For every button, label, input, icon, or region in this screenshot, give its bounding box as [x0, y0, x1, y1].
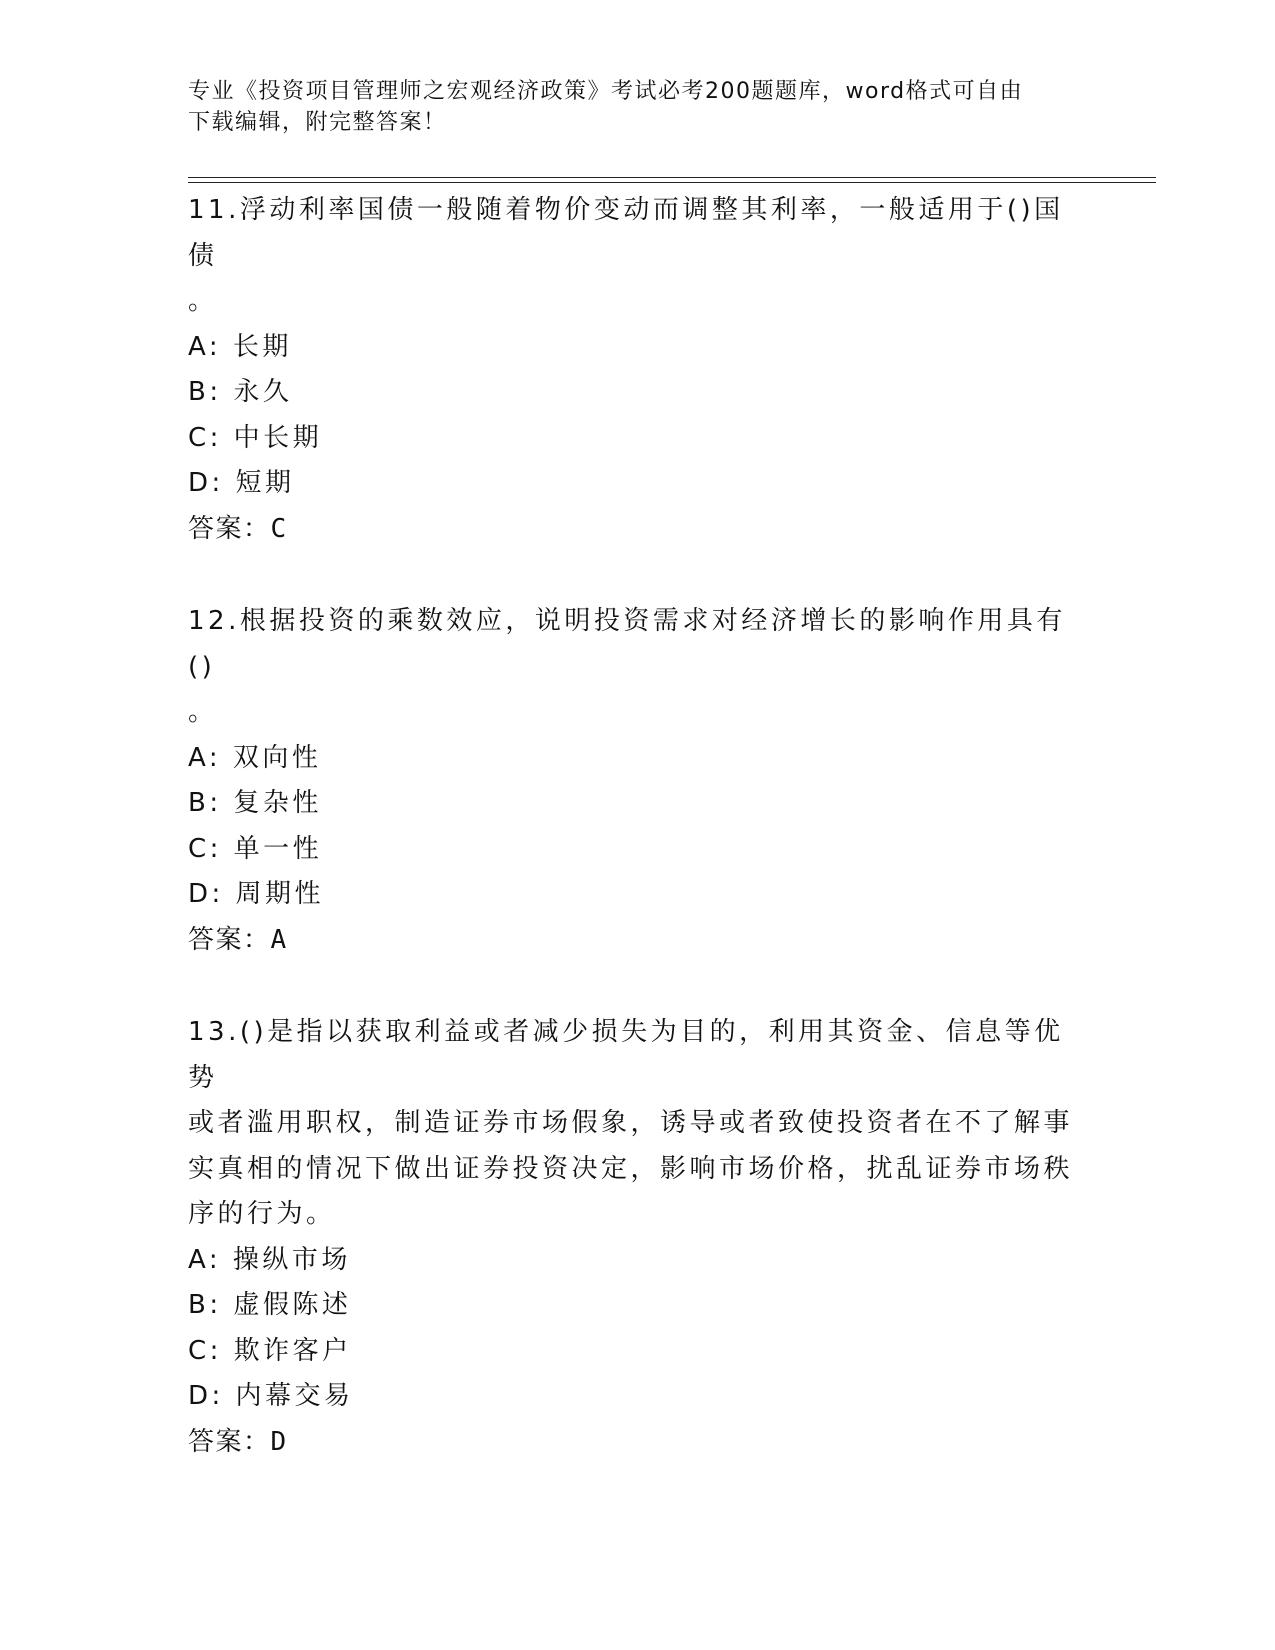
answer-label: 答案：: [188, 924, 271, 955]
answer-line: [188, 918, 1088, 964]
option-d: D: 短期: [188, 468, 295, 498]
header-line-2: 下载编辑，附完整答案！: [188, 110, 447, 135]
answer-label: 答案：: [188, 1426, 271, 1457]
answer-value: A: [270, 924, 288, 955]
option-a: A: 操纵市场: [188, 1244, 351, 1275]
question-13: [188, 1010, 1088, 1465]
document-header: [188, 76, 1088, 138]
option-b: B: 永久: [188, 377, 293, 407]
question-stem-line: 12.根据投资的乘数效应，说明投资需求对经济增长的影响作用具有(): [188, 606, 1066, 682]
question-stem-line: 实真相的情况下做出证券投资决定，影响市场价格，扰乱证券市场秩: [188, 1153, 1074, 1184]
option-b: B: 复杂性: [188, 788, 322, 818]
answer-label: 答案：: [188, 513, 271, 544]
option-c: C: 欺诈客户: [188, 1335, 352, 1366]
question-12: [188, 599, 1088, 963]
option-a: A: 双向性: [188, 742, 322, 773]
question-stem-line: 序的行为。: [188, 1199, 336, 1229]
question-stem-line: 或者滥用职权，制造证券市场假象，诱导或者致使投资者在不了解事: [188, 1108, 1074, 1138]
option-c: C: 单一性: [188, 833, 323, 864]
question-list: [188, 188, 1088, 1512]
answer-line: [188, 1420, 1088, 1466]
question-stem-line: 。: [188, 697, 218, 727]
answer-value: D: [270, 1426, 288, 1457]
question-11: [188, 188, 1088, 552]
option-b: B: 虚假陈述: [188, 1290, 352, 1320]
question-stem-line: 。: [188, 286, 218, 316]
option-d: D: 内幕交易: [188, 1381, 354, 1411]
question-stem-line: 13.()是指以获取利益或者减少损失为目的，利用其资金、信息等优势: [188, 1017, 1064, 1093]
option-c: C: 中长期: [188, 422, 323, 453]
header-line-1: 专业《投资项目管理师之宏观经济政策》考试必考200题题库，word格式可自由: [188, 79, 1024, 104]
option-d: D: 周期性: [188, 879, 325, 909]
header-divider-bottom: [188, 182, 1156, 183]
answer-value: C: [270, 513, 288, 544]
answer-line: [188, 507, 1088, 553]
question-stem-line: 11.浮动利率国债一般随着物价变动而调整其利率，一般适用于()国债: [188, 195, 1064, 271]
header-divider-top: [188, 177, 1156, 178]
option-a: A: 长期: [188, 331, 292, 362]
